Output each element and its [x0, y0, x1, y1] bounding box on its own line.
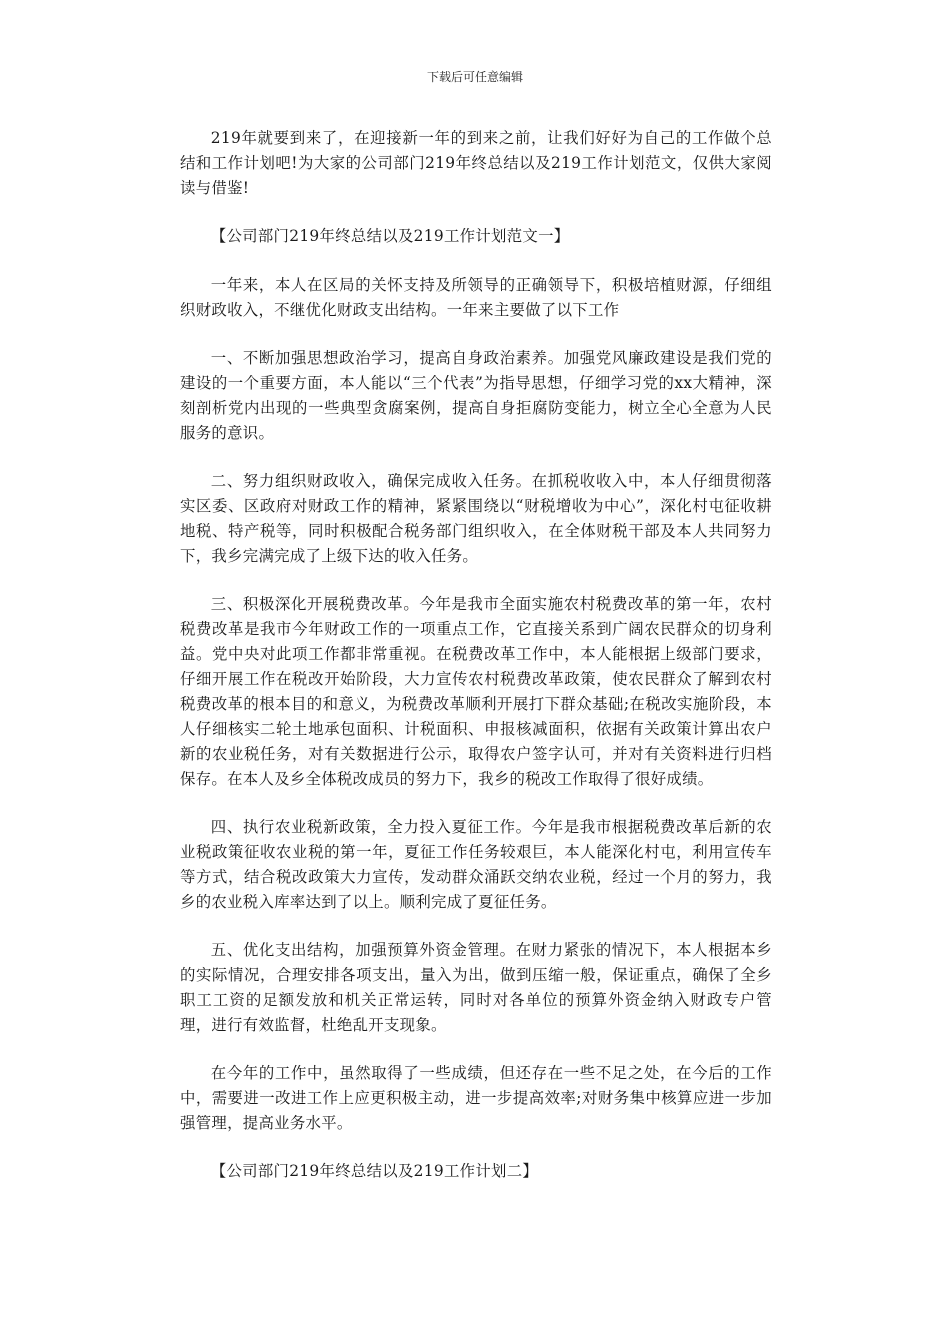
paragraph-5: 四、执行农业税新政策，全力投入夏征工作。今年是我市根据税费改革后新的农业税政策征收农业税的第一年，夏征工作任务较艰巨，本人能深化村屯，利用宣传车等方式，结合税改政策大力宣传，发动群众涌跃交纳农业税，经过一个月的努力，我乡的农业税入库率达到了以上。顺利完成了夏征任务。 — [180, 818, 772, 911]
paragraph-3: 二、努力组织财政收入，确保完成收入任务。在抓税收收入中，本人仔细贯彻落实区委、区政府对财政工作的精神，紧紧围绕以“财税增收为中心”，深化村屯征收耕地税、特产税等，同时积极配合税务部门组织收入，在全体财税干部及本人共同努力下，我乡完满完成了上级下达的收入任务。 — [180, 472, 772, 565]
section-heading-2: 【公司部门219年终总结以及219工作计划二】 — [210, 1162, 539, 1180]
section-heading-1: 【公司部门219年终总结以及219工作计划范文一】 — [210, 227, 570, 245]
document-body — [180, 126, 772, 1208]
paragraph-7: 在今年的工作中，虽然取得了一些成绩，但还存在一些不足之处，在今后的工作中，需要进一改进工作上应更积极主动，进一步提高效率;对财务集中核算应进一步加强管理，提高业务水平。 — [180, 1064, 772, 1132]
paragraph-6: 五、优化支出结构，加强预算外资金管理。在财力紧张的情况下，本人根据本乡的实际情况，合理安排各项支出，量入为出，做到压缩一般，保证重点，确保了全乡职工工资的足额发放和机关正常运转，同时对各单位的预算外资金纳入财政专户管理，进行有效监督，杜绝乱开支现象。 — [180, 941, 772, 1034]
paragraph-1: 一年来，本人在区局的关怀支持及所领导的正确领导下，积极培植财源，仔细组织财政收入，不继优化财政支出结构。一年来主要做了以下工作 — [180, 276, 772, 319]
intro-paragraph: 219年就要到来了，在迎接新一年的到来之前，让我们好好为自己的工作做个总结和工作计划吧!为大家的公司部门219年终总结以及219工作计划范文，仅供大家阅读与借鉴! — [180, 129, 772, 197]
paragraph-2: 一、不断加强思想政治学习，提高自身政治素养。加强党风廉政建设是我们党的建设的一个重要方面，本人能以“三个代表”为指导思想，仔细学习党的xx大精神，深刻剖析党内出现的一些典型贪腐案例，提高自身拒腐防变能力，树立全心全意为人民服务的意识。 — [180, 349, 772, 442]
header-note: 下载后可任意编辑 — [426, 70, 523, 84]
paragraph-4: 三、积极深化开展税费改革。今年是我市全面实施农村税费改革的第一年，农村税费改革是我市今年财政工作的一项重点工作，它直接关系到广阔农民群众的切身利益。党中央对此项工作都非常重视。在税费改革工作中，本人能根据上级部门要求，仔细开展工作在税改开始阶段，大力宣传农村税费改革政策，使农民群众了解到农村税费改革的根本目的和意义，为税费改革顺利开展打下群众基础;在税改实施阶段，本人仔细核实二轮土地承包面积、计税面积、申报核减面积，依据有关政策计算出农户新的农业税任务，对有关数据进行公示，取得农户签字认可，并对有关资料进行归档保存。在本人及乡全体税改成员的努力下，我乡的税改工作取得了很好成绩。 — [180, 595, 772, 788]
